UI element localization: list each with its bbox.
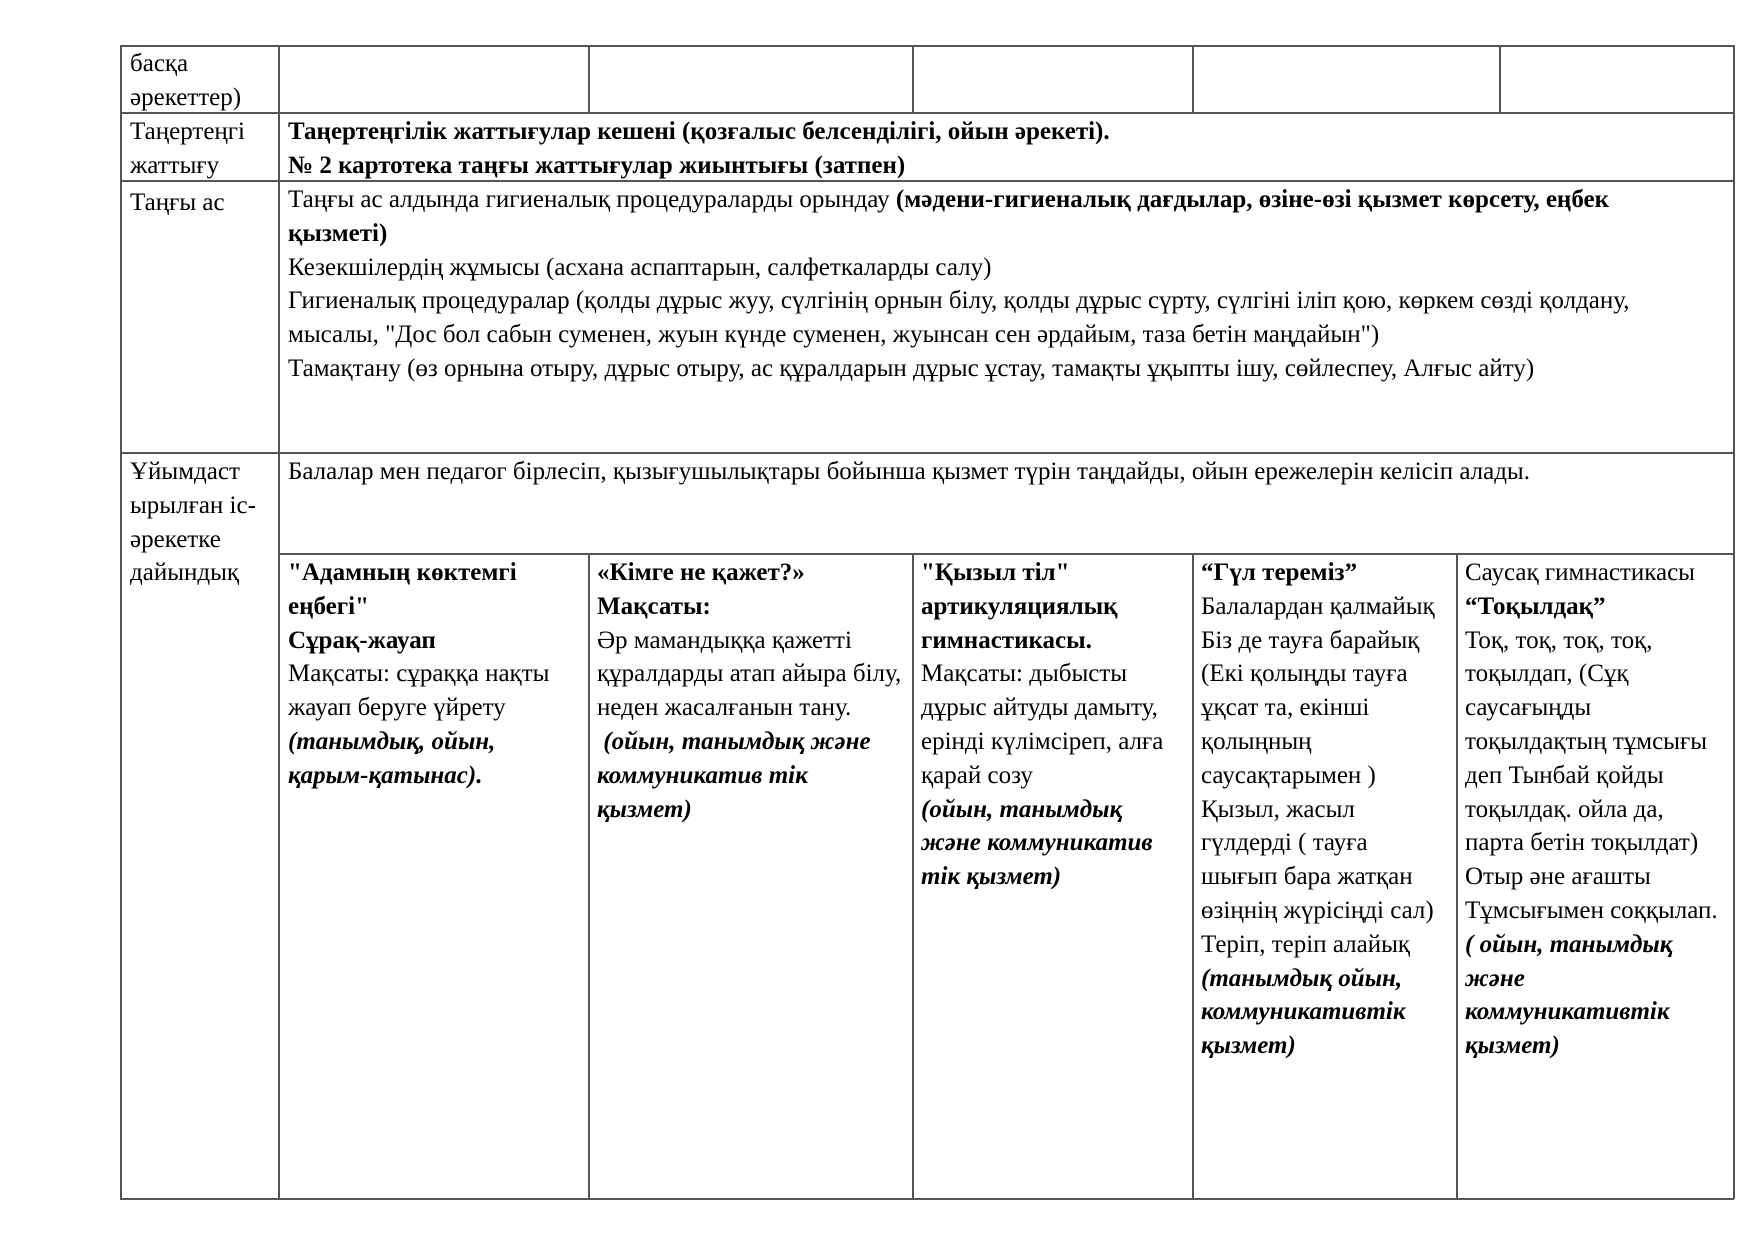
- row-divider: [120, 112, 1734, 114]
- activity-text: Мақсаты: дыбысты дұрыс айтуды дамыту, еріндi күлімсіреп, алға қарай созу: [921, 660, 1164, 789]
- activity-text: Тоқ, тоқ, тоқ, тоқ, тоқылдап, (Сұқ саусағыңды тоқылдақтың тұмсығы деп Тынбай қойды тоқылдақ. ойла да, парта бетін тоқылдат) Отыр әне ағашты Тұмсығымен соққылап.: [1465, 626, 1718, 924]
- breakfast-content: [288, 183, 1698, 386]
- row-label-organized-activity: [130, 455, 270, 590]
- row-divider: [278, 553, 1734, 555]
- exercise-line-1: Таңертеңгілік жаттығулар кешені (қозғалыс белсенділігі, ойын әрекеті).: [288, 118, 1110, 145]
- table-border-bottom: [120, 1198, 1734, 1200]
- row-divider: [120, 452, 1734, 454]
- table-border-left: [120, 45, 122, 1199]
- intro-text: Балалар мен педагог бірлесіп, қызығушылықтары бойынша қызмет түрін таңдайды, ойын ережелерін келісіп алады.: [288, 458, 1530, 485]
- activity-title: “Гүл тереміз”: [1201, 559, 1358, 586]
- activity-column-5: [1465, 556, 1727, 1063]
- column-divider: [278, 45, 280, 1199]
- activity-tag: ( ойын, танымдық және коммуникативтік қызмет): [1465, 930, 1673, 1060]
- row-label-other-activities: [130, 47, 270, 115]
- column-divider: [1192, 553, 1194, 1199]
- activity-title: "Адамның көктемгі еңбегі": [288, 559, 517, 620]
- table-border-top: [120, 45, 1734, 47]
- breakfast-paragraph-1: Таңғы ас алдында гигиеналық процедураларды орындау (мәдени-гигиеналық дағдылар, өзіне-өзі қызмет көрсету, еңбек қызметі): [288, 186, 1610, 247]
- column-divider: [588, 553, 590, 1199]
- column-divider: [912, 45, 914, 112]
- activity-column-3: [921, 556, 1183, 894]
- activity-tag: (танымдық, ойын, қарым-қатынас).: [288, 727, 496, 789]
- activity-subtitle: Мақсаты:: [597, 592, 711, 620]
- morning-exercise-content: [288, 115, 1718, 183]
- daily-plan-table: [120, 45, 1734, 1199]
- breakfast-paragraph-2: Кезекшілердің жұмысы (асхана аспаптарын, салфеткаларды салу): [288, 253, 992, 281]
- row-label-text: Таңғы ас: [130, 189, 225, 216]
- activity-tag: (ойын, танымдық және коммуникатив тік қызмет): [597, 727, 877, 823]
- activity-title: Саусақ гимнастикасы “Тоқылдақ”: [1465, 559, 1695, 620]
- activity-column-2: [597, 556, 903, 826]
- row-label-text: Таңертеңгі жаттығу: [130, 118, 245, 179]
- column-divider: [912, 553, 914, 1199]
- row-label-morning-exercise: [130, 115, 274, 183]
- row-label-text: Ұйымдаст ырылған іс-әрекетке дайындық: [130, 458, 256, 587]
- column-divider: [1192, 45, 1194, 112]
- activity-subtitle: Сұрақ-жауап: [288, 626, 436, 654]
- activity-text: Мақсаты: сұраққа нақты жауап беруге үйрету: [288, 660, 550, 722]
- activity-tag: (ойын, танымдық және коммуникатив тік қызмет): [921, 795, 1153, 891]
- activity-column-1: [288, 556, 580, 793]
- column-divider: [588, 45, 590, 112]
- column-divider: [1499, 45, 1501, 112]
- organized-activity-intro: [288, 455, 1708, 489]
- table-border-right: [1733, 45, 1735, 1199]
- activity-column-4: [1201, 556, 1449, 1063]
- row-label-text: басқа әрекеттер): [130, 50, 242, 111]
- breakfast-paragraph-4: Тамақтану (өз орнына отыру, дұрыс отыру, ас құралдарын дұрыс ұстау, тамақты ұқыпты ішу, сөйлеспеу, Алғыс айту): [288, 354, 1535, 382]
- activity-text: Әр мамандыққа қажетті құралдарды атап айыра білу, неден жасалғанын тану.: [597, 626, 902, 722]
- breakfast-paragraph-3: Гигиеналық процедуралар (қолды дұрыс жуу, сүлгінің орнын білу, қолды дұрыс сүрту, сүлгіні іліп қою, көркем сөзді қолдану, мысалы, "Дос бол сабын суменен, жуын күнде суменен, жуынсан сен әрдайым, таза бетін маңдайын"): [288, 287, 1630, 349]
- activity-title: "Қызыл тіл" артикуляциялық гимнастикасы.: [921, 559, 1118, 654]
- activity-tag: (танымдық ойын, коммуникативтік қызмет): [1201, 964, 1406, 1060]
- row-label-breakfast: [130, 186, 270, 220]
- exercise-line-2: № 2 картотека таңғы жаттығулар жиынтығы (затпен): [288, 151, 906, 179]
- activity-text: Балалардан қалмайық Біз де тауға барайық (Екі қолыңды тауға ұқсат та, екінші қолыңның саусақтарымен ) Қызыл, жасыл гүлдерді ( тауға шығып бара жатқан өзіңнің жүрісіңді сал) Теріп, теріп алайық: [1201, 592, 1435, 958]
- activity-title: «Кімге не қажет?»: [597, 559, 805, 586]
- column-divider: [1456, 553, 1458, 1199]
